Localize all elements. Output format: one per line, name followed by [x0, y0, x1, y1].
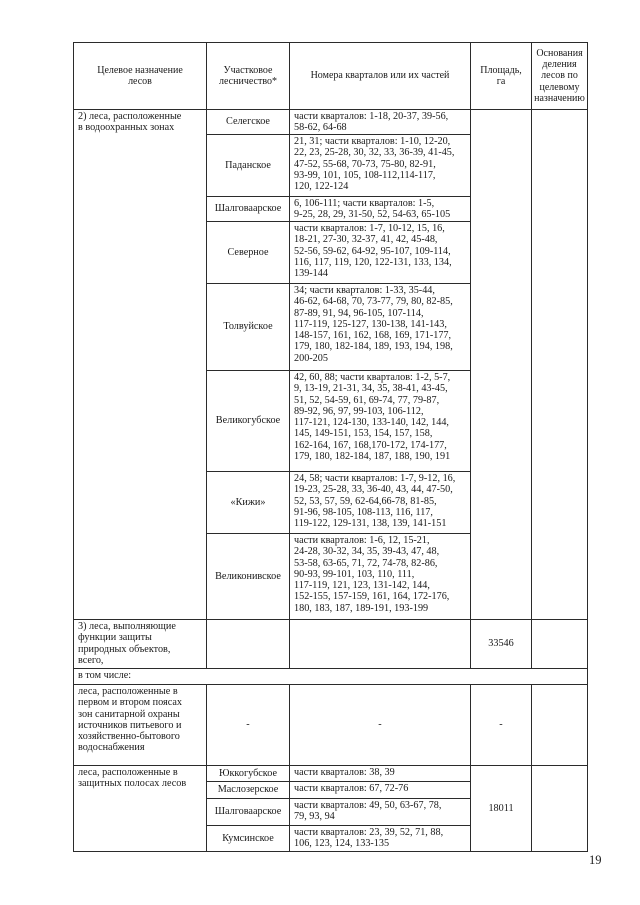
sub1-area: -: [470, 684, 532, 766]
page-number: 19: [589, 853, 602, 867]
district-cell: Великонивское: [206, 533, 290, 620]
district-cell: Шалговаарское: [206, 196, 290, 222]
district-cell: Паданское: [206, 134, 290, 197]
district-cell: Шалговаарское: [206, 798, 290, 826]
district-cell: Кумсинское: [206, 825, 290, 852]
section3-quarters: [289, 619, 471, 669]
sub2-label: леса, расположенные в защитных полосах лесов: [73, 765, 207, 852]
sub1-quarters: -: [289, 684, 471, 766]
sub1-basis: [531, 684, 588, 766]
quarters-cell: части кварталов: 23, 39, 52, 71, 88, 106, 123, 124, 133-135: [289, 825, 471, 852]
section3-area: 33546: [470, 619, 532, 669]
including-label: в том числе:: [73, 668, 588, 685]
district-cell: Северное: [206, 221, 290, 284]
quarters-cell: 21, 31; части кварталов: 1-10, 12-20, 22, 23, 25-28, 30, 32, 33, 36-39, 41-45, 47-52, 55-68, 70-73, 75-80, 82-91, 93-99, 101, 105, 108-112,114-117, 120, 122-124: [289, 134, 471, 197]
header-district: Участковое лесничество*: [206, 42, 290, 110]
sub1-label: леса, расположенные в первом и втором поясах зон санитарной охраны источников питьевого и хозяйственно-бытового водоснабжения: [73, 684, 207, 766]
sub1-district: -: [206, 684, 290, 766]
section3-basis: [531, 619, 588, 669]
header-basis: Основания деления лесов по целевому назначению: [531, 42, 588, 110]
sub2-basis: [531, 765, 588, 852]
district-cell: Толвуйское: [206, 283, 290, 371]
header-quarters: Номера кварталов или их частей: [289, 42, 471, 110]
section2-basis: [531, 109, 588, 620]
quarters-cell: части кварталов: 1-6, 12, 15-21, 24-28, 30-32, 34, 35, 39-43, 47, 48, 53-58, 63-65, 71, 72, 74-78, 82-86, 90-93, 99-101, 103, 110, 111, 117-119, 121, 123, 131-142, 144, 152-155, 157-159, 161, 164, 172-176, 180, 183, 187, 189-191, 193-199: [289, 533, 471, 620]
section3-label: 3) леса, выполняющие функции защиты природных объектов, всего,: [73, 619, 207, 669]
district-cell: Юккогубское: [206, 765, 290, 782]
district-cell: «Кижи»: [206, 471, 290, 534]
section2-area: [470, 109, 532, 620]
sub2-area: 18011: [470, 765, 532, 852]
header-area: Площадь, га: [470, 42, 532, 110]
quarters-cell: части кварталов: 1-7, 10-12, 15, 16, 18-21, 27-30, 32-37, 41, 42, 45-48, 52-56, 59-62, 64-92, 95-107, 109-114, 116, 117, 119, 120, 122-131, 133, 134, 139-144: [289, 221, 471, 284]
quarters-cell: части кварталов: 67, 72-76: [289, 781, 471, 799]
quarters-cell: 34; части кварталов: 1-33, 35-44, 46-62, 64-68, 70, 73-77, 79, 80, 82-85, 87-89, 91, 94, 96-105, 107-114, 117-119, 125-127, 130-138, 141-143, 148-157, 161, 162, 168, 169, 171-177, 179, 180, 182-184, 189, 193, 194, 198, 200-205: [289, 283, 471, 371]
quarters-cell: части кварталов: 1-18, 20-37, 39-56, 58-62, 64-68: [289, 109, 471, 135]
section3-district: [206, 619, 290, 669]
district-cell: Великогубское: [206, 370, 290, 472]
header-purpose: Целевое назначение лесов: [73, 42, 207, 110]
quarters-cell: 6, 106-111; части кварталов: 1-5, 9-25, 28, 29, 31-50, 52, 54-63, 65-105: [289, 196, 471, 222]
quarters-cell: 42, 60, 88; части кварталов: 1-2, 5-7, 9, 13-19, 21-31, 34, 35, 38-41, 43-45, 51, 52, 54-59, 61, 69-74, 77, 79-87, 89-92, 96, 97, 99-103, 106-112, 117-121, 124-130, 133-140, 142, 144, 145, 149-151, 153, 154, 157, 158, 162-164, 167, 168,170-172, 174-177, 179, 180, 182-184, 187, 188, 190, 191: [289, 370, 471, 472]
quarters-cell: части кварталов: 49, 50, 63-67, 78, 79, 93, 94: [289, 798, 471, 826]
quarters-cell: 24, 58; части кварталов: 1-7, 9-12, 16, 19-23, 25-28, 33, 36-40, 43, 44, 47-50, 52, 53, 57, 59, 62-64,66-78, 81-85, 91-96, 98-105, 108-113, 116, 117, 119-122, 129-131, 138, 139, 141-151: [289, 471, 471, 534]
quarters-cell: части кварталов: 38, 39: [289, 765, 471, 782]
section2-label: 2) леса, расположенные в водоохранных зонах: [73, 109, 207, 620]
district-cell: Селегское: [206, 109, 290, 135]
district-cell: Маслозерское: [206, 781, 290, 799]
